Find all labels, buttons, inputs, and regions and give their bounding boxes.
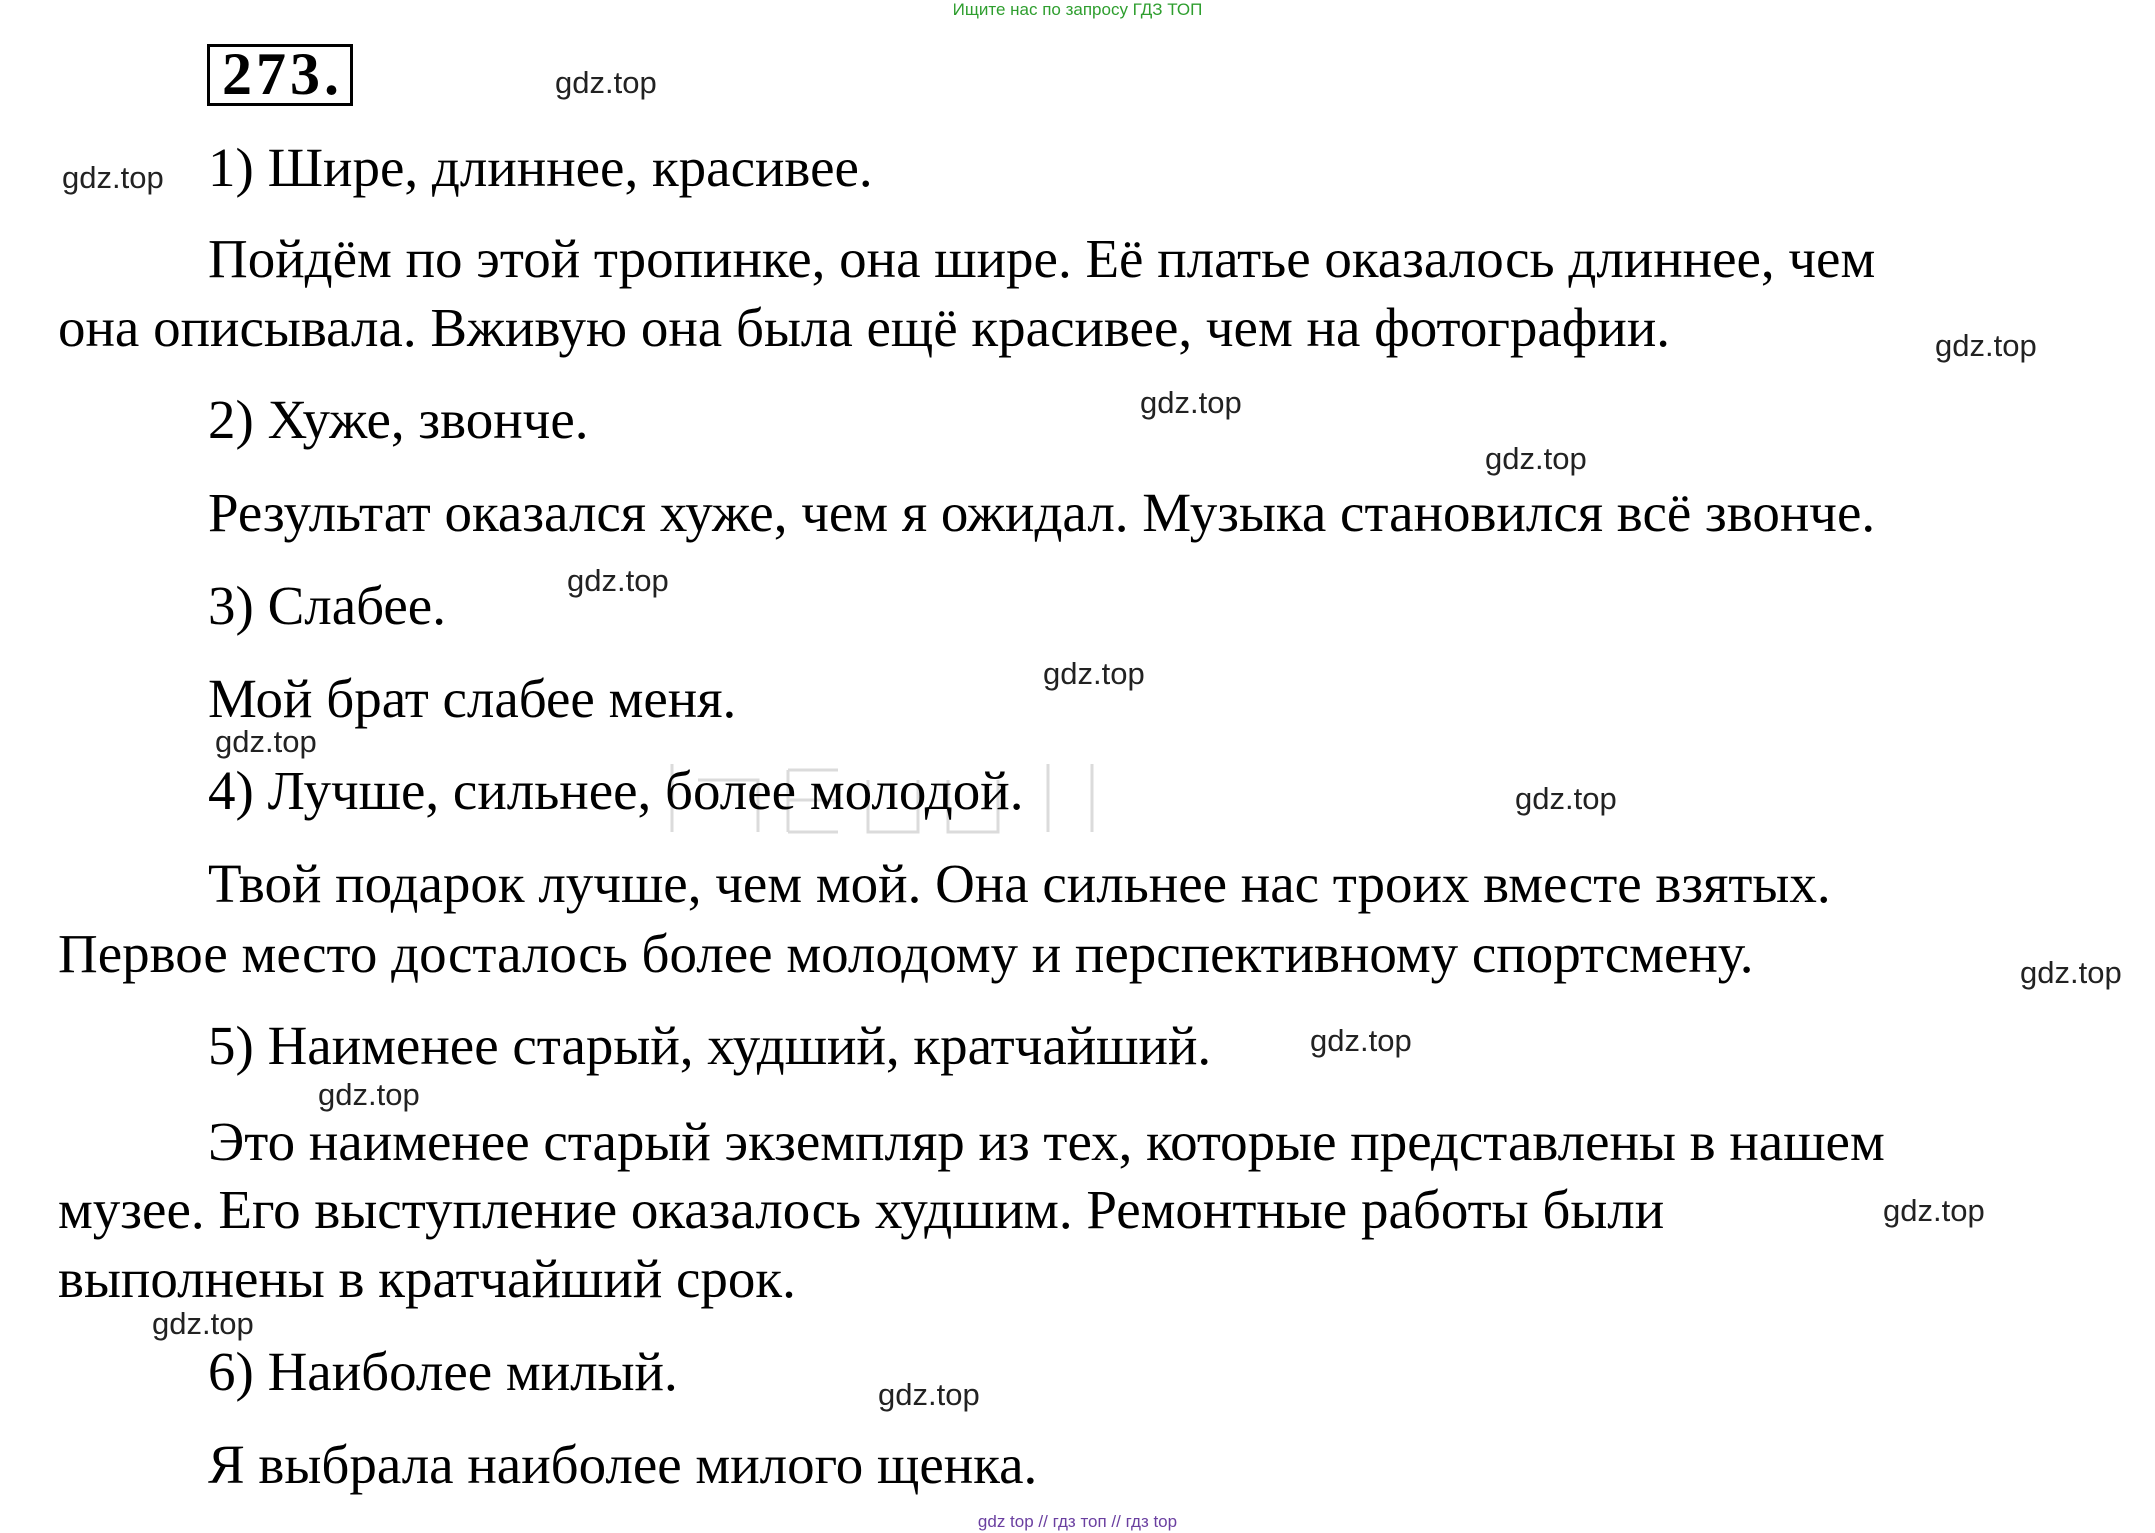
watermark-text: gdz.top (152, 1306, 254, 1341)
answer-text-line: она описывала. Вживую она была ещё красивее, чем на фотографии. (58, 297, 1671, 358)
watermark-text: gdz.top (1515, 781, 1617, 816)
answer-text-line: Это наименее старый экземпляр из тех, которые представлены в нашем (208, 1111, 1885, 1172)
watermark-text: gdz.top (878, 1377, 980, 1412)
watermark-text: gdz.top (318, 1077, 420, 1112)
bottom-banner: gdz top // гдз топ // гдз top (977, 1512, 1178, 1531)
answer-text-line: музее. Его выступление оказалось худшим. Ремонтные работы были (58, 1179, 1665, 1240)
watermark-text: gdz.top (1310, 1023, 1412, 1058)
answer-text-line: Я выбрала наиболее милого щенка. (208, 1434, 1038, 1495)
answer-text-line: Мой брат слабее меня. (208, 668, 737, 729)
exercise-number: 273. (222, 41, 343, 107)
answer-text-line: Результат оказался хуже, чем я ожидал. Музыка становился всё звонче. (208, 482, 1876, 543)
watermark-text: gdz.top (1935, 328, 2037, 363)
answer-heading-5: 5) Наименее старый, худший, кратчайший. (208, 1015, 1212, 1076)
watermark-text: gdz.top (62, 160, 164, 195)
answer-heading-1: 1) Шире, длиннее, красивее. (208, 137, 873, 198)
watermark-text: gdz.top (1140, 385, 1242, 420)
answer-text-line: выполнены в кратчайший срок. (58, 1248, 796, 1309)
watermark-text: gdz.top (215, 724, 317, 759)
watermark-text: gdz.top (2020, 955, 2122, 990)
top-banner: Ищите нас по запросу ГДЗ ТОП (952, 0, 1203, 19)
answer-text-line: Первое место досталось более молодому и перспективному спортсмену. (58, 923, 1754, 984)
watermark-text: gdz.top (1043, 656, 1145, 691)
watermark-text: gdz.top (1883, 1193, 1985, 1228)
answer-heading-3: 3) Слабее. (208, 575, 446, 636)
answer-heading-4: 4) Лучше, сильнее, более молодой. (208, 760, 1024, 821)
watermark-text: gdz.top (555, 65, 657, 100)
answer-text-line: Пойдём по этой тропинке, она шире. Её платье оказалось длиннее, чем (208, 228, 1876, 289)
answer-heading-6: 6) Наиболее милый. (208, 1341, 678, 1402)
watermark-text: gdz.top (567, 563, 669, 598)
answer-heading-2: 2) Хуже, звонче. (208, 389, 589, 450)
answer-text-line: Твой подарок лучше, чем мой. Она сильнее нас троих вместе взятых. (208, 853, 1831, 914)
watermark-text: gdz.top (1485, 441, 1587, 476)
